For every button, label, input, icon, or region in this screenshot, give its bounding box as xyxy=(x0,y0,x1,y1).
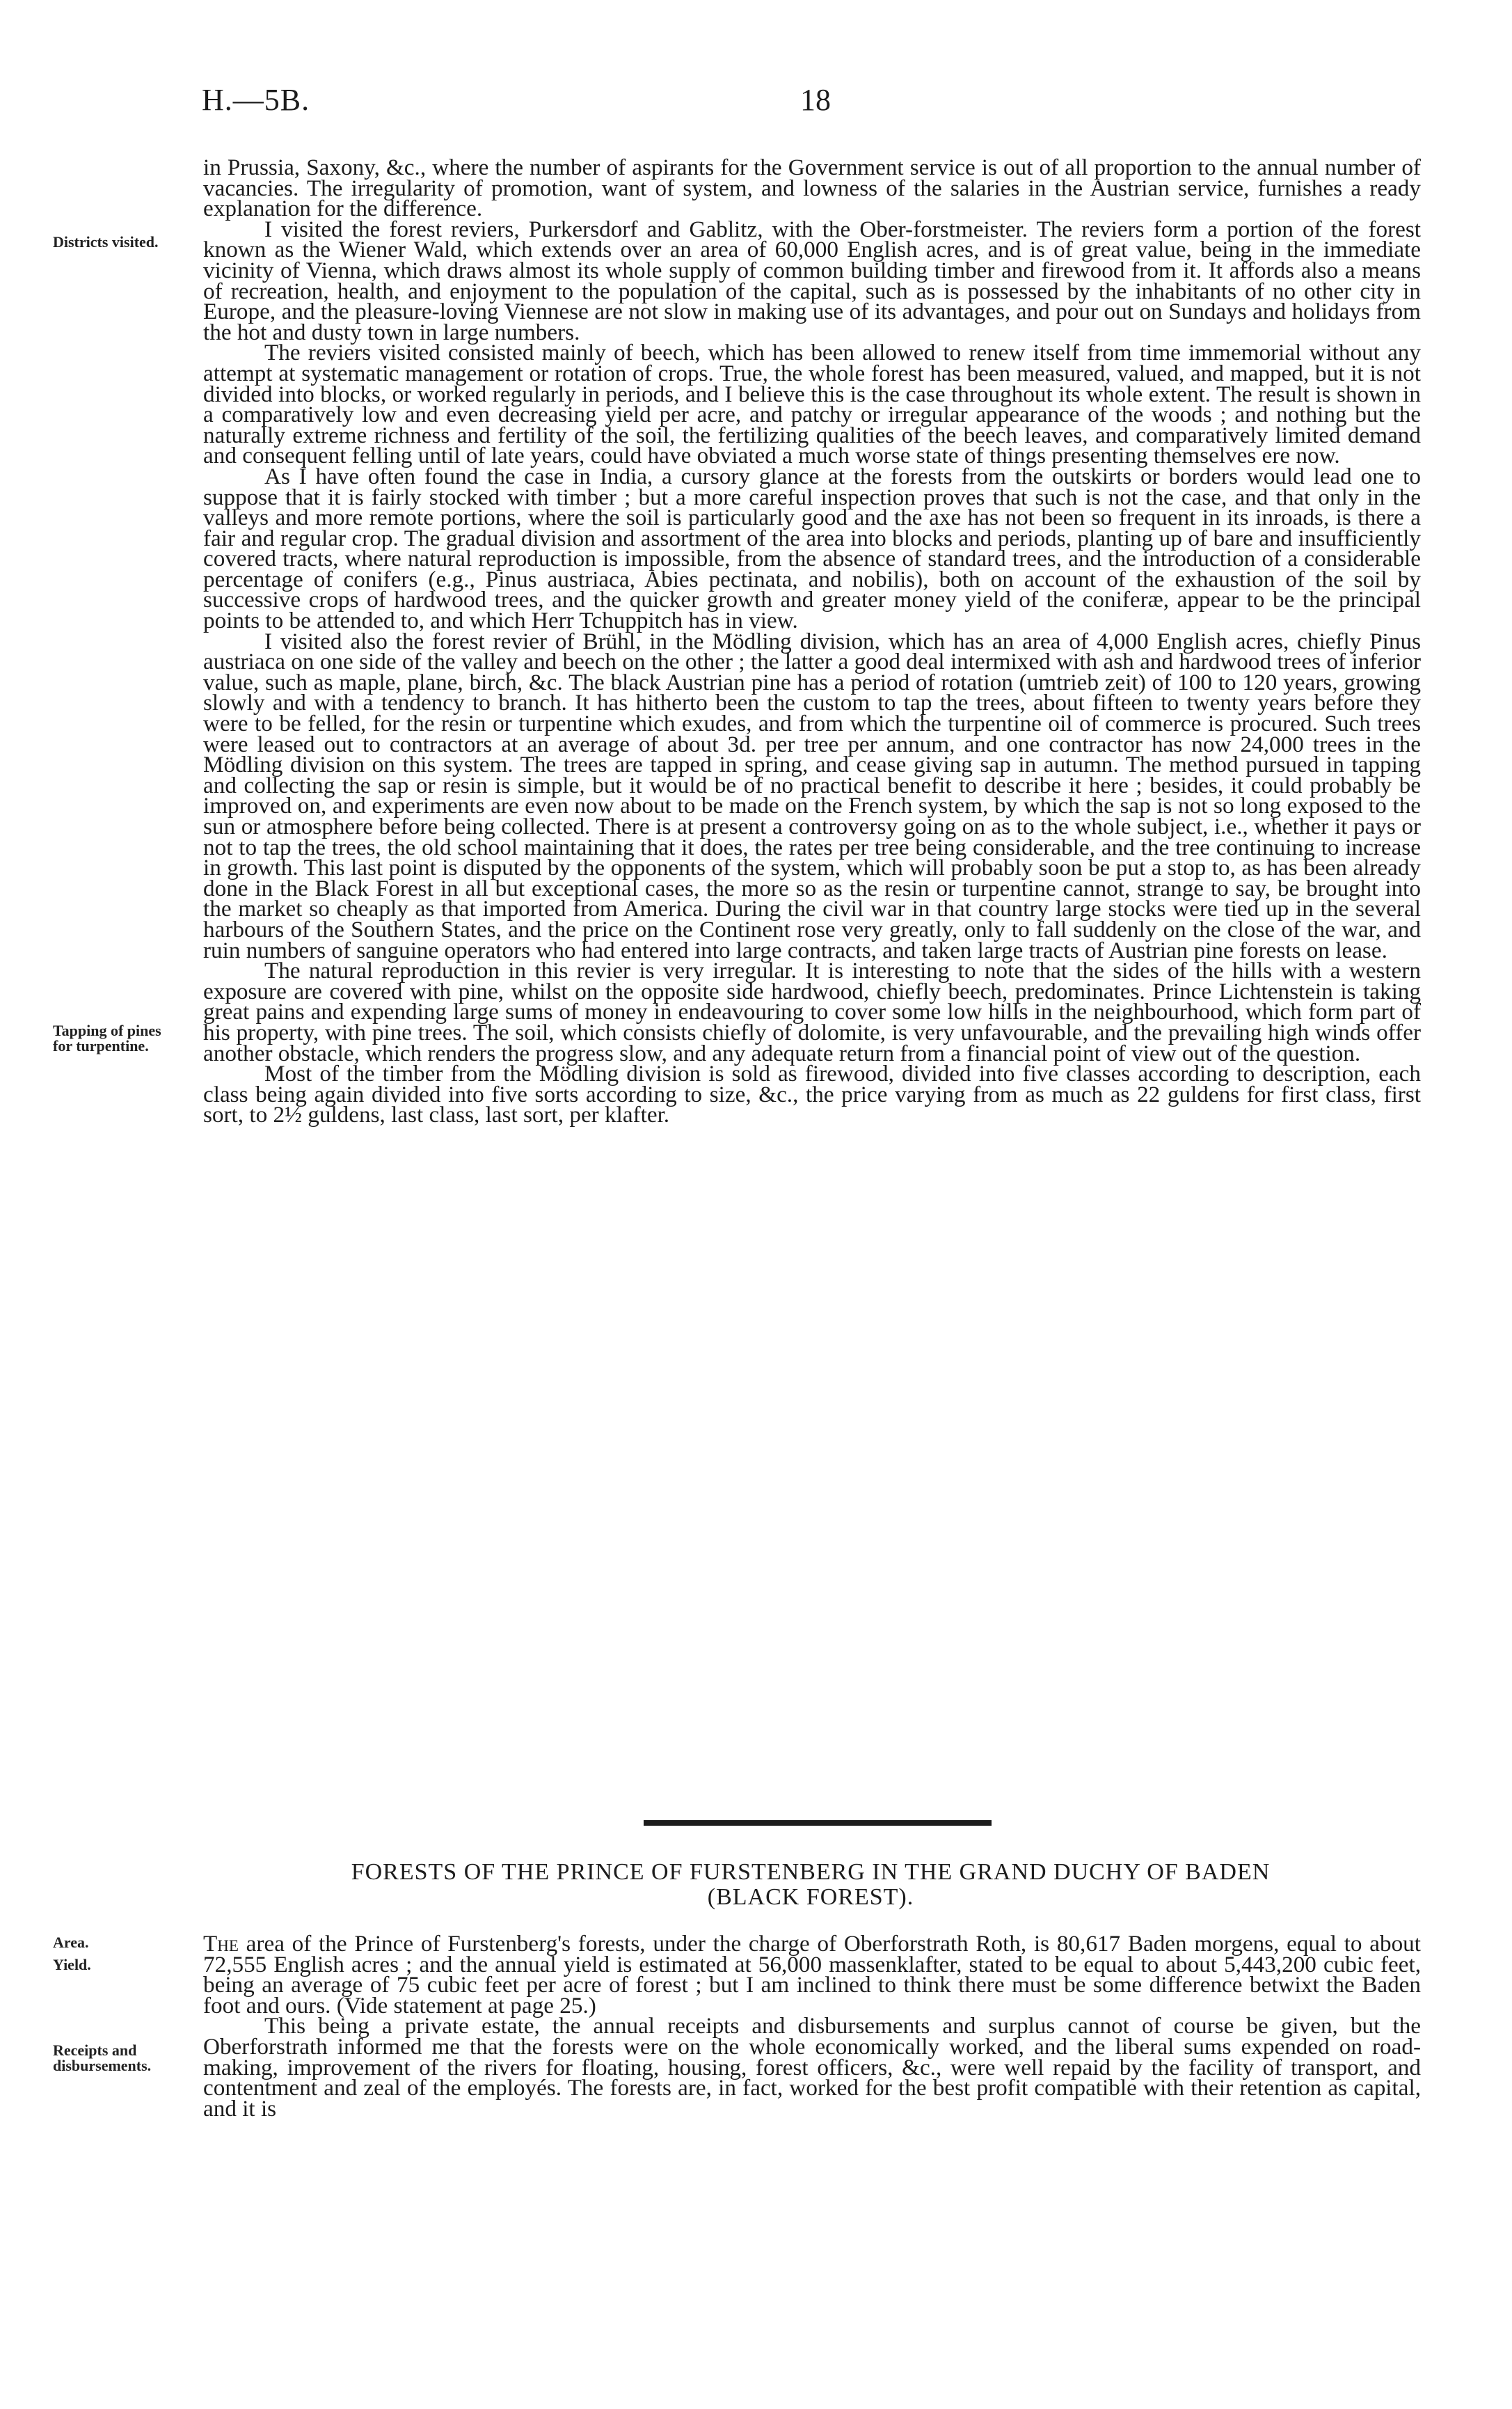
sidenote-tapping: Tapping of pines for turpentine. xyxy=(53,1022,161,1055)
paragraph: in Prussia, Saxony, &c., where the number of aspirants for the Government service is out of all proportion to the annual number of vacancies. The irregularity of promotion, want of system, and lowness of the salaries in the Austrian service, furnishes a ready explanation for the difference. xyxy=(203,155,1421,222)
page-number: 18 xyxy=(800,83,831,117)
sidenote-area: Area. xyxy=(53,1934,89,1951)
paragraph: I visited the forest reviers, Purkersdorf and Gablitz, with the Ober-forstmeister. The reviers form a portion of the forest known as the Wiener Wald, which extends over an area of 60,000 English acres, and is of great value, being in the immediate vicinity of Vienna, which draws almost its whole supply of common building timber and firewood from it. It affords also a means of recreation, health, and enjoyment to the population of the capital, such as is possessed by the inhabitants of no other city in Europe, and the pleasure-loving Viennese are not slow in making use of its advantages, and pour out on Sundays and holidays from the hot and dusty town in large numbers. xyxy=(203,216,1421,345)
section-body-austria xyxy=(203,155,1421,1128)
section-title-line: FORESTS OF THE PRINCE OF FURSTENBERG IN THE GRAND DUCHY OF BADEN xyxy=(351,1859,1271,1885)
paragraph: The natural reproduction in this revier is very irregular. It is interesting to note that the sides of the hills with a western exposure are covered with pine, whilst on the opposite side hardwood, chiefly beech, predominates. Prince Lichtenstein is taking great pains and expending large sums of money in endeavouring to cover some low hills in the neighbourhood, which form part of his property, with pine trees. The soil, which consists chiefly of dolomite, is very unfavourable, and the prevailing high winds offer another obstacle, which renders the progress slow, and any adequate return from a financial point of view out of the question. xyxy=(203,958,1421,1066)
section-body-furstenberg xyxy=(203,1931,1421,2122)
paragraph: As I have often found the case in India, a cursory glance at the forests from the outskirts or borders would lead one to suppose that it is fairly stocked with timber ; but a more careful inspection proves that such is not the case, and that only in the valleys and more remote portions, where the soil is particularly good and the axe has not been so frequent in its inroads, is there a fair and regular crop. The gradual division and assortment of the area into blocks and periods, planting up of bare and insufficiently covered tracts, where natural reproduction is impossible, from the absence of standard trees, and the introduction of a considerable percentage of conifers (e.g., Pinus austriaca, Abies pectinata, and nobilis), both on account of the exhaustion of the soil by successive crops of hardwood trees, and the quicker growth and greater money yield of the coniferæ, appear to be the principal points to be attended to, and which Herr Tchuppitch has in view. xyxy=(203,463,1421,634)
paragraph-text: area of the Prince of Furstenberg's forests, under the charge of Oberforstrath Roth, is 80,617 Baden morgens, equal to about 72,555 English acres ; and the annual yield is estimated at 56,000 massenklafter, stated to be equal to about 5,443,200 cubic feet, being an average of 75 cubic feet per acre of forest ; but I am inclined to think there must be some difference betwixt the Baden foot and ours. (Vide statement at page 25.) xyxy=(203,1931,1421,2019)
sidenote-districts-visited: Districts visited. xyxy=(53,233,159,251)
page-header xyxy=(202,82,1440,124)
lead-word: The xyxy=(203,1931,239,1957)
paragraph: Most of the timber from the Mödling division is sold as firewood, divided into five classes according to description, each class being again divided into five sorts according to size, &c., the price varying from as much as 22 guldens for first class, first sort, to 2½ guldens, last class, last sort, per klafter. xyxy=(203,1061,1421,1128)
section-title-line: (BLACK FOREST). xyxy=(707,1884,914,1910)
document-reference: H.—5B. xyxy=(202,83,310,117)
section-divider xyxy=(644,1820,992,1826)
sidenote-yield: Yield. xyxy=(53,1956,91,1973)
paragraph xyxy=(203,1931,1421,2019)
sidenote-receipts: Receipts and disbursements. xyxy=(53,2041,152,2074)
paragraph: The reviers visited consisted mainly of beech, which has been allowed to renew itself from time immemorial without any attempt at systematic management or rotation of crops. True, the whole forest has been measured, valued, and mapped, but it is not divided into blocks, or worked regularly in periods, and I believe this is the case throughout its whole extent. The result is shown in a comparatively low and even decreasing yield per acre, and patchy or irregular appearance of the woods ; and nothing but the naturally extreme richness and fertility of the soil, the fertilizing qualities of the beech leaves, and comparatively limited demand and consequent felling until of late years, could have obviated a much worse state of things presenting themselves ere now. xyxy=(203,340,1421,469)
paragraph: This being a private estate, the annual receipts and disbursements and surplus cannot of course be given, but the Oberforstrath informed me that the forests were on the whole economically worked, and the liberal sums expended on road-making, improvement of the rivers for floating, housing, forest officers, &c., were well repaid by the facility of transport, and contentment and zeal of the employés. The forests are, in fact, worked for the best profit compatible with their retention as capital, and it is xyxy=(203,2013,1421,2122)
paragraph: I visited also the forest revier of Brühl, in the Mödling division, which has an area of 4,000 English acres, chiefly Pinus austriaca on one side of the valley and beech on the other ; the latter a good deal intermixed with ash and hardwood trees of inferior value, such as maple, plane, birch, &c. The black Austrian pine has a period of rotation (umtrieb zeit) of 100 to 120 years, growing slowly and with a tendency to branch. It has hitherto been the custom to tap the trees, about fifteen to twenty years before they were to be felled, for the resin or turpentine which exudes, and from which the turpentine oil of commerce is procured. Such trees were leased out to contractors at an average of about 3d. per tree per annum, and one contractor has now 24,000 trees in the Mödling division on this system. The trees are tapped in spring, and cease giving sap in autumn. The method pursued in tapping and collecting the sap or resin is simple, but it would be of no practical benefit to describe it here ; besides, it could probably be improved on, and experiments are even now about to be made on the French system, by which the sap is not so long exposed to the sun or atmosphere before being collected. There is at present a controversy going on as to the whole subject, i.e., whether it pays or not to tap the trees, the old school maintaining that it does, the rates per tree being considerable, and the tree continuing to increase in growth. This last point is disputed by the opponents of the system, which will probably soon be put a stop to, as has been already done in the Black Forest in all but exceptional cases, the more so as the resin or turpentine cannot, strange to say, be brought into the market so cheaply as that imported from America. During the civil war in that country large stocks were tied up in the several harbours of the Southern States, and the price on the Continent rose very greatly, only to fall suddenly on the close of the war, and ruin numbers of sanguine operators who had entered into large contracts, and taken large tracts of Austrian pine forests on lease. xyxy=(203,628,1421,963)
section-title xyxy=(202,1860,1419,1910)
